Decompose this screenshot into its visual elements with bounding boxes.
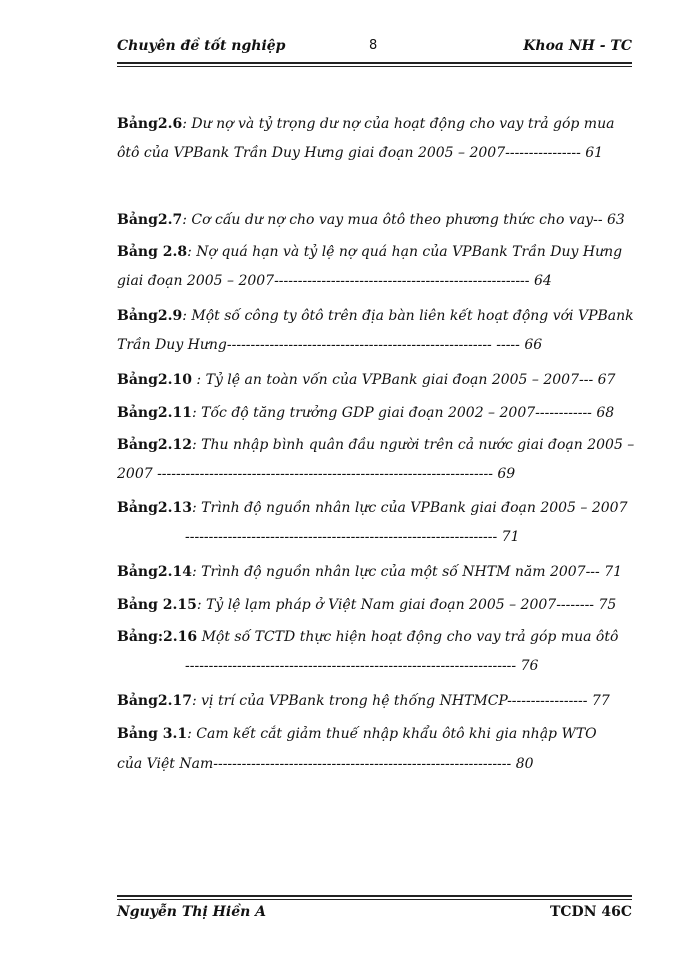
header-title: Chuyên đề tốt nghiệp: [117, 38, 286, 54]
toc-entry-2-7: [117, 211, 625, 229]
toc-label: Bảng2.12: [117, 437, 192, 453]
page-header: [117, 38, 632, 64]
toc-label: Bảng 3.1: [117, 726, 188, 742]
footer-rule-thin: [117, 899, 632, 900]
toc-entry-2-17: [117, 692, 610, 710]
header-rule: [117, 62, 632, 64]
toc-title: : Trình độ nguồn nhân lực của VPBank giai đoạn 2005 – 2007: [191, 500, 628, 516]
toc-label: Bảng2.17: [117, 693, 192, 709]
toc-entry-2-13: [117, 499, 628, 517]
toc-label: Bảng2.13: [117, 500, 192, 516]
toc-entry-3-1: [117, 725, 607, 743]
toc-entry-2-14: [117, 563, 623, 581]
toc-title: : vị trí của VPBank trong hệ thống NHTMCP----------------- 77: [191, 693, 610, 709]
header-rule-thin: [117, 66, 632, 67]
toc-label: Bảng2.6: [117, 116, 183, 132]
toc-title: : Tỷ lệ lạm pháp ở Việt Nam giai đoạn 2005 – 2007-------- 75: [196, 597, 617, 613]
toc-title: : Cơ cấu dư nợ cho vay mua ôtô theo phương thức cho vay-- 63: [182, 212, 625, 228]
toc-entry-2-16-cont: ---------------------------------------------------------------------- 76: [185, 658, 539, 674]
toc-title: : Cam kết cắt giảm thuế nhập khẩu ôtô khi gia nhập WTO: [187, 726, 597, 742]
toc-entry-2-9: [117, 307, 634, 325]
toc-entry-2-10: [117, 371, 616, 389]
toc-label: Bảng2.7: [117, 212, 183, 228]
toc-title: : Dư nợ và tỷ trọng dư nợ của hoạt động cho vay trả góp mua: [182, 116, 615, 132]
footer-rule: [117, 895, 632, 897]
toc-entry-2-11: [117, 404, 615, 422]
footer-class: TCDN 46C: [550, 904, 632, 920]
toc-entry-2-12-cont: 2007 ----------------------------------------------------------------------- 69: [117, 466, 516, 482]
toc-label: Bảng:2.16: [117, 629, 198, 645]
toc-title: Một số TCTD thực hiện hoạt động cho vay trả góp mua ôtô: [197, 629, 619, 645]
toc-entry-2-6: [117, 115, 615, 133]
toc-title: : Một số công ty ôtô trên địa bàn liên kết hoạt động với VPBank: [182, 308, 634, 324]
toc-entry-2-8: [117, 243, 623, 261]
toc-entry-2-9-cont: Trần Duy Hưng-------------------------------------------------------- ----- 66: [117, 337, 543, 353]
footer-author: Nguyễn Thị Hiền A: [117, 904, 267, 920]
toc-entry-2-16: [117, 628, 619, 646]
toc-label: Bảng 2.15: [117, 597, 197, 613]
toc-label: Bảng2.10: [117, 372, 192, 388]
page-number: 8: [369, 38, 378, 53]
toc-entry-2-15: [117, 596, 617, 614]
toc-entry-2-8-cont: giai đoạn 2005 – 2007------------------------------------------------------ 64: [117, 273, 552, 289]
toc-title: : Nợ quá hạn và tỷ lệ nợ quá hạn của VPBank Trần Duy Hưng: [187, 244, 623, 260]
toc-label: Bảng2.14: [117, 564, 192, 580]
header-department: Khoa NH - TC: [523, 38, 632, 54]
toc-title: : Tỷ lệ an toàn vốn của VPBank giai đoạn 2005 – 2007--- 67: [191, 372, 616, 388]
toc-label: Bảng2.11: [117, 405, 192, 421]
toc-entry-2-6-cont: ôtô của VPBank Trần Duy Hưng giai đoạn 2005 – 2007---------------- 61: [117, 145, 604, 161]
toc-entry-2-12: [117, 436, 635, 454]
toc-entry-3-1-cont: của Việt Nam--------------------------------------------------------------- 80: [117, 756, 534, 772]
toc-label: Bảng 2.8: [117, 244, 188, 260]
toc-title: : Thu nhập bình quân đầu người trên cả nước giai đoạn 2005 –: [191, 437, 635, 453]
toc-title: : Trình độ nguồn nhân lực của một số NHTM năm 2007--- 71: [191, 564, 623, 580]
toc-title: : Tốc độ tăng trưởng GDP giai đoạn 2002 – 2007------------ 68: [191, 405, 615, 421]
toc-label: Bảng2.9: [117, 308, 183, 324]
toc-entry-2-13-cont: ------------------------------------------------------------------ 71: [185, 529, 520, 545]
